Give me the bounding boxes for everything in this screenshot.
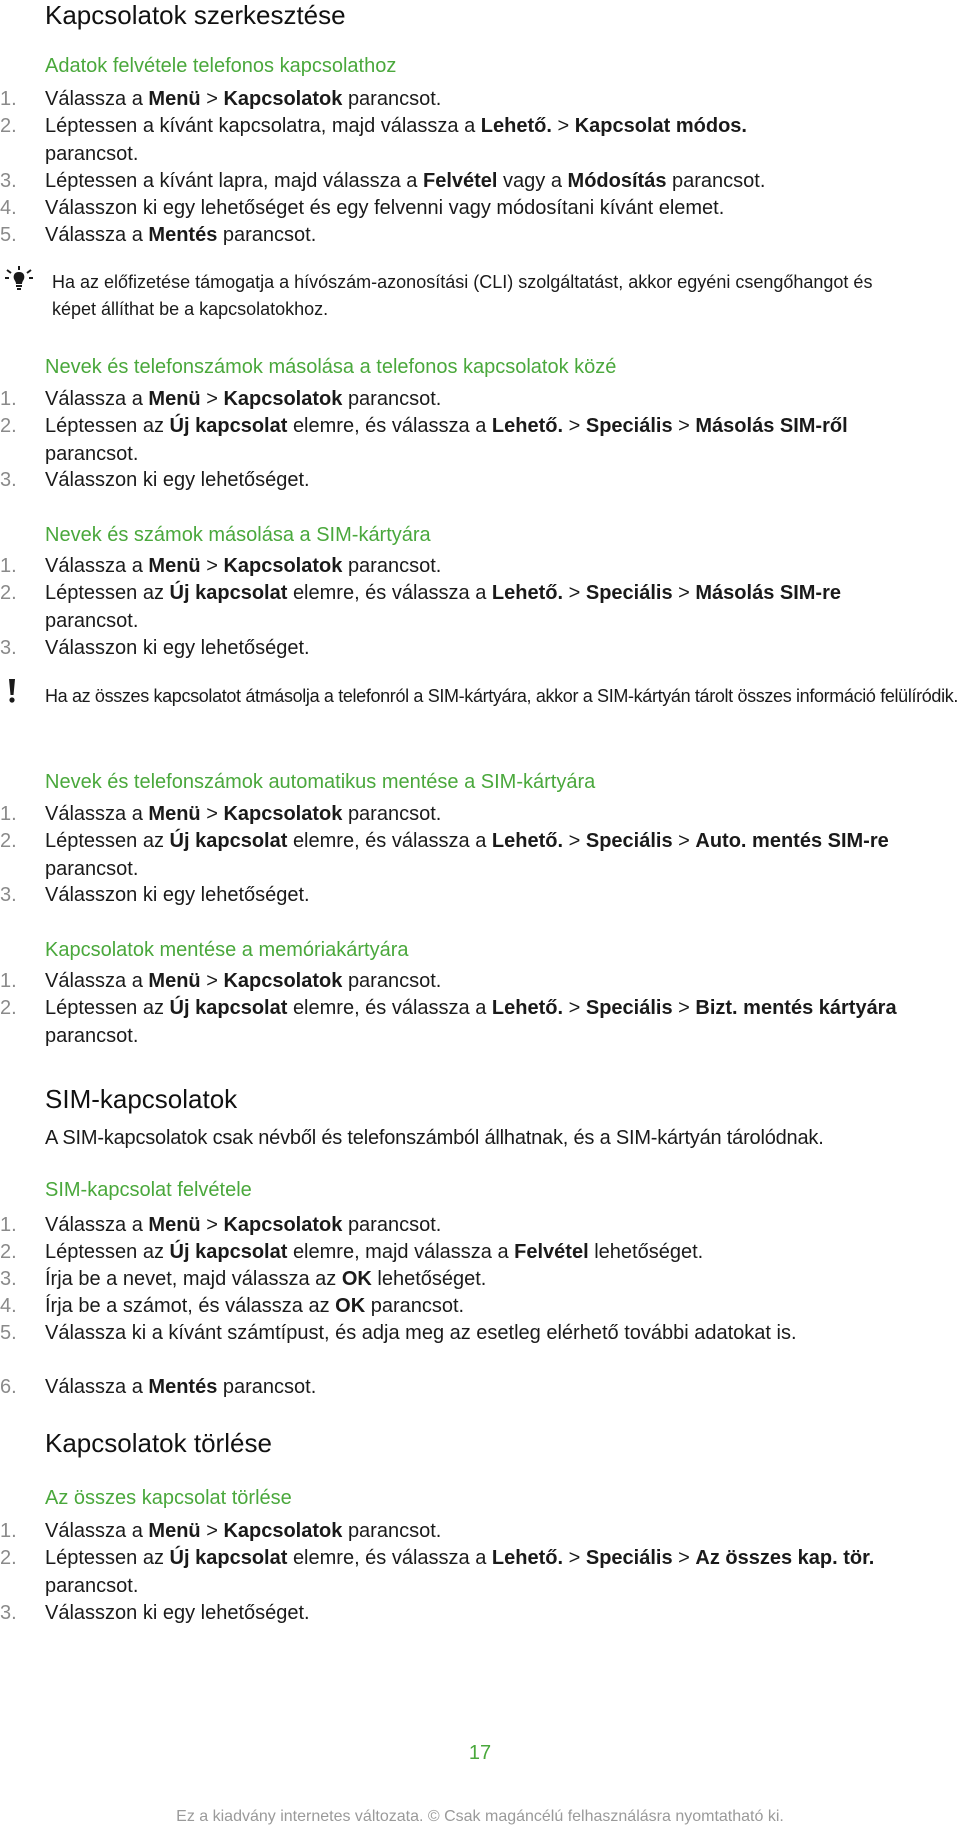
sim-contacts-description: A SIM-kapcsolatok csak névből és telefonszámból állhatnak, és a SIM-kártyán tárolódnak. [45,1127,824,1149]
warning-icon [6,678,18,704]
subheading-copy-to-phone: Nevek és telefonszámok másolása a telefonos kapcsolatok közé [45,356,617,378]
lightbulb-icon [4,265,34,291]
subheading-autosave: Nevek és telefonszámok automatikus mentése a SIM-kártyára [45,771,596,793]
footer-notice: Ez a kiadvány internetes változata. © Csak magáncélú felhasználásra nyomtatható ki. [176,1808,784,1825]
subheading-copy-to-sim: Nevek és számok másolása a SIM-kártyára [45,524,431,546]
heading-edit-contacts: Kapcsolatok szerkesztése [45,0,346,30]
subheading-delete-all: Az összes kapcsolat törlése [45,1487,292,1509]
subheading-save-memcard: Kapcsolatok mentése a memóriakártyára [45,939,409,961]
page-number: 17 [468,1742,492,1764]
subheading-add-sim-contact: SIM-kapcsolat felvétele [45,1179,252,1201]
heading-delete-contacts: Kapcsolatok törlése [45,1428,272,1458]
subheading-add-data: Adatok felvétele telefonos kapcsolathoz [45,55,397,77]
heading-sim-contacts: SIM-kapcsolatok [45,1084,238,1114]
tip-note: Ha az előfizetése támogatja a hívószám-azonosítási (CLI) szolgáltatást, akkor egyéni csengőhangot és képet állíthat be a kapcsolatokhoz. [52,272,873,319]
manual-page: Kapcsolatok szerkesztése Adatok felvétele telefonos kapcsolathoz 1. Válassza a Menü > Kapcsolatok parancsot. 2. Léptessen a kívánt kapcsolatra, majd válassza a Lehető. > Kapcsolat módos. parancsot. 3. Léptessen a kívánt lapra, majd válassza a Felvétel vagy a Módosítás parancsot. 4. Válasszon ki egy lehetőséget és egy felvenni vagy módosítani kívánt elemet. 5. Válassza a Mentés parancsot. Ha az előfizetése támogatja a hívószám-azonosítási (CLI) szolgáltatást, akkor egyéni csengőhangot és képet állíthat be a kapcsolatokhoz. Nevek és telefonszámok másolása a telefonos kapcsolatok közé 1. Válassza a Menü > Kapcsolatok parancsot. 2. Léptessen az Új kapcsolat elemre, és válassza a Lehető. > Speciális > Másolás SIM-ről parancsot. 3. Válasszon ki egy lehetőséget. Nevek és számok másolása a SIM-kártyára 1. Válassza a Menü > Kapcsolatok parancsot. 2. Léptessen az Új kapcsolat elemre, és válassza a Lehető. > Speciális > Másolás SIM-re parancsot. 3. Válasszon ki egy lehetőséget. Ha az összes kapcsolatot átmásolja a telefonról a SIM-kártyára, akkor a SIM-kártyán tárolt összes információ felülíródik. Nevek és telefonszámok automatikus mentése a SIM-kártyára 1. Válassza a Menü > Kapcsolatok parancsot. 2. Léptessen az Új kapcsolat elemre, és válassza a Lehető. > Speciális > Auto. mentés SIM-re parancsot. 3. Válasszon ki egy lehetőséget. Kapcsolatok mentése a memóriakártyára 1. Válassza a Menü > Kapcsolatok parancsot. 2. Léptessen az Új kapcsolat elemre, és válassza a Lehető. > Speciális > Bizt. mentés kártyára parancsot. SIM-kapcsolatok A SIM-kapcsolatok csak névből és telefonszámból állhatnak, és a SIM-kártyán tárolódnak. SIM-kapcsolat felvétele 1. Válassza a Menü > Kapcsolatok parancsot. 2. Léptessen az Új kapcsolat elemre, majd válassza a Felvétel lehetőséget. 3. Írja be a nevet, majd válassza az OK lehetőséget. 4. Írja be a számot, és válassza az OK parancsot. 5. Válassza ki a kívánt számtípust, és adja meg az esetleg elérhető további adatokat is. 6. Válassza a Mentés parancsot. Kapcsolatok törlése Az összes kapcsolat törlése 1. Válassza a Menü > Kapcsolatok parancsot. 2. Léptessen az Új kapcsolat elemre, és válassza a Lehető. > Speciális > Az összes kap. tör. parancsot. 3. Válasszon ki egy lehetőséget. 17 Ez a kiadvány internetes változata. © Csak magáncélú felhasználásra nyomtatható ki. [0,0,959,1825]
warning-note: Ha az összes kapcsolatot átmásolja a telefonról a SIM-kártyára, akkor a SIM-kártyán tárolt összes információ felülíródik. [45,686,959,706]
